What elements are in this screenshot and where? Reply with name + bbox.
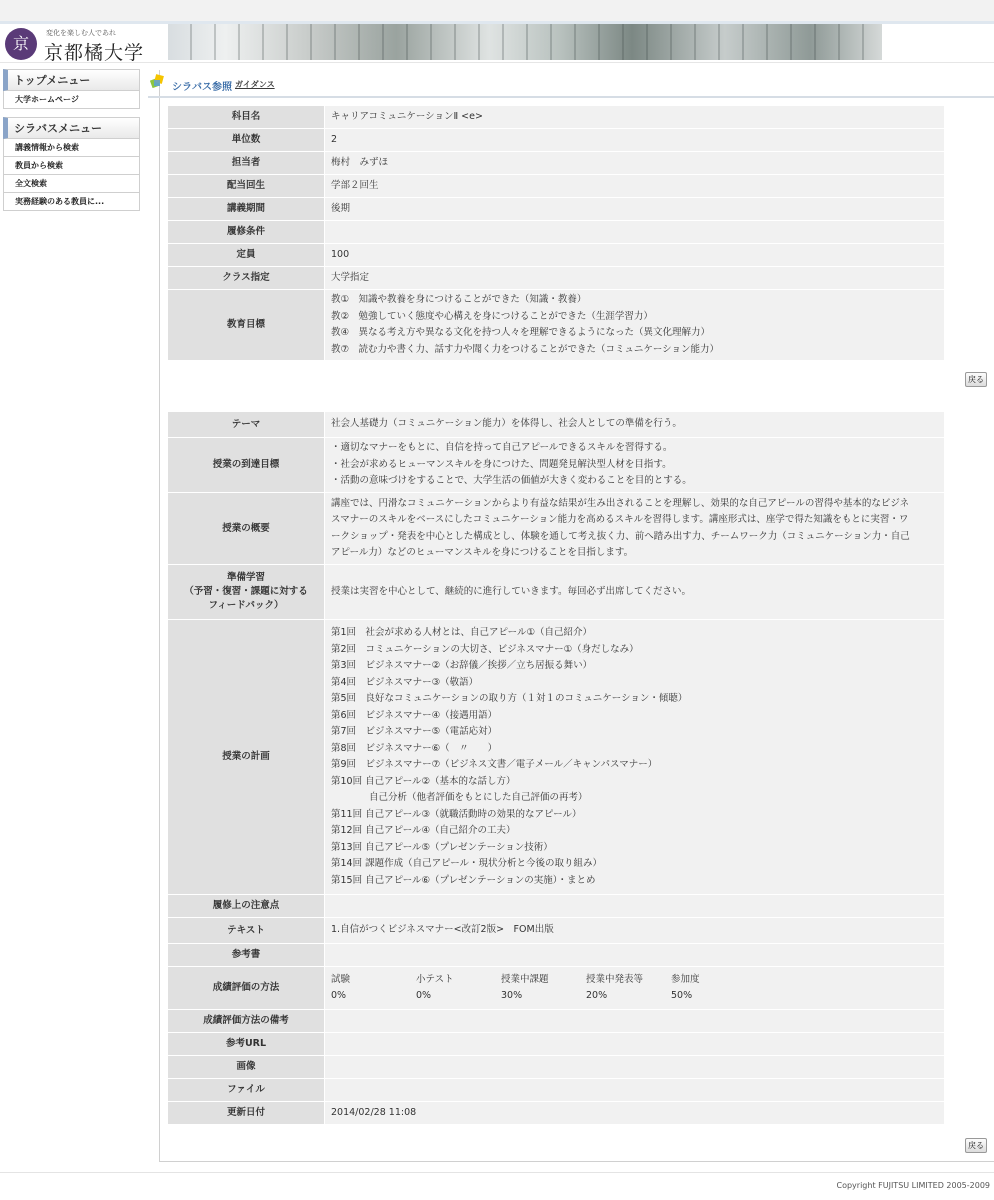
- prep-label-line: 準備学習: [226, 572, 265, 583]
- sidebar-item-practical-teachers[interactable]: 実務経験のある教員に...: [3, 193, 140, 211]
- table-row: [168, 1010, 945, 1033]
- eval-item-name: 小テスト: [416, 973, 454, 985]
- eval-item-pct: 0%: [331, 990, 347, 1001]
- overview-line: アピール力）などのヒューマンスキルを身につけることを目指します。: [331, 547, 634, 558]
- education-goal-line: 教④ 異なる考え方や異なる文化を持つ人々を理解できるようになった（異文化理解力）: [331, 327, 711, 338]
- table-row: [168, 438, 945, 493]
- table-row: [168, 918, 945, 944]
- row-label: 履修条件: [168, 221, 325, 244]
- row-label: 更新日付: [168, 1102, 325, 1125]
- course-info-table: [167, 105, 945, 361]
- table-row: [168, 944, 945, 967]
- header-campus-photo: [168, 24, 882, 60]
- table-row: [168, 967, 945, 1010]
- row-label: クラス指定: [168, 267, 325, 290]
- prep-label-line: （予習・復習・課題に対する: [184, 586, 308, 597]
- sidebar-item-university-home[interactable]: 大学ホームページ: [3, 91, 140, 109]
- row-label: 参考書: [168, 944, 325, 967]
- eval-item-name: 試験: [331, 973, 351, 985]
- row-label: 成績評価方法の備考: [168, 1010, 325, 1033]
- instructor-value: 梅村 みずほ: [325, 152, 945, 175]
- row-label: 履修上の注意点: [168, 895, 325, 918]
- term-value: 後期: [325, 198, 945, 221]
- table-row: [168, 565, 945, 620]
- plan-line: 第6回 ビジネスマナー④（接遇用語）: [331, 709, 498, 721]
- goal-line: ・活動の意味づけをすることで、大学生活の価値が大きく変わることを目的とする。: [331, 475, 692, 487]
- eval-item-name: 授業中課題: [501, 973, 549, 985]
- row-label: 画像: [168, 1056, 325, 1079]
- goal-line: ・社会が求めるヒューマンスキルを身につけた、問題発見解決型人材を目指す。: [331, 458, 672, 470]
- eval-item-name: 授業中発表等: [586, 973, 644, 985]
- education-goal-line: 教② 勉強していく態度や心構えを身につけることができた（生涯学習力）: [331, 310, 653, 322]
- row-label: 参考URL: [168, 1033, 325, 1056]
- top-menu-header: トップメニュー: [3, 69, 140, 91]
- table-row: [168, 1102, 945, 1125]
- university-name[interactable]: 京都橘大学: [44, 42, 145, 64]
- education-goal-line: 教① 知識や教養を身につけることができた（知識・教養）: [331, 294, 587, 305]
- table-row: [168, 290, 945, 361]
- sidebar-item-search-by-teacher[interactable]: 教員から検索: [3, 157, 140, 175]
- evaluation-value: [325, 967, 945, 1010]
- row-label: 講義期間: [168, 198, 325, 221]
- row-label: 授業の到達目標: [168, 438, 325, 493]
- plan-line: 第13回 自己アピール⑤（プレゼンテーション技術）: [331, 841, 553, 853]
- site-header: [0, 24, 994, 63]
- table-row: [168, 1079, 945, 1102]
- back-button[interactable]: 戻る: [965, 372, 987, 387]
- logo-tagline: 変化を楽しむ人であれ: [46, 29, 116, 37]
- table-row: [168, 129, 945, 152]
- row-label: ファイル: [168, 1079, 325, 1102]
- row-label: 授業の計画: [168, 620, 325, 895]
- table-row: [168, 267, 945, 290]
- row-label: テーマ: [168, 412, 325, 438]
- plan-value: [325, 620, 945, 895]
- plan-line: 第2回 コミュニケーションの大切さ、ビジネスマナー①（身だしなみ）: [331, 643, 639, 655]
- overview-line: 講座では、円滑なコミュニケーションからより有益な結果が生み出されることを理解し、効果的な自己アピールの習得や基本的なビジネ: [331, 497, 910, 509]
- copyright: Copyright FUJITSU LIMITED 2005-2009: [836, 1181, 990, 1190]
- table-row: [168, 152, 945, 175]
- row-label: 教育目標: [168, 290, 325, 361]
- university-logo-icon[interactable]: 京: [5, 28, 37, 60]
- table-row: [168, 175, 945, 198]
- page-title: シラバス参照: [172, 82, 232, 93]
- grade-year-value: 学部２回生: [325, 175, 945, 198]
- table-row: [168, 221, 945, 244]
- row-label: 科目名: [168, 106, 325, 129]
- sidebar-gap: [3, 109, 140, 117]
- row-label: 成績評価の方法: [168, 967, 325, 1010]
- eval-item-name: 参加度: [671, 973, 700, 985]
- plan-line: 第1回 社会が求める人材とは、自己アピール①（自己紹介）: [331, 627, 592, 638]
- plan-line: 第7回 ビジネスマナー⑤（電話応対）: [331, 726, 498, 737]
- plan-line: 第11回 自己アピール③（就職活動時の効果的なアピール）: [331, 808, 582, 820]
- row-label: テキスト: [168, 918, 325, 944]
- image-value: [325, 1056, 945, 1079]
- overview-line: ークショップ・発表を中心とした構成とし、体験を通して考え抜く力、前へ踏み出す力、チームワーク力（コミュニケーション力・自己: [331, 530, 910, 542]
- table-row: [168, 1033, 945, 1056]
- evaluation-grid: [331, 972, 938, 1005]
- row-label: 担当者: [168, 152, 325, 175]
- table-row: [168, 106, 945, 129]
- back-button-bottom[interactable]: 戻る: [965, 1138, 987, 1153]
- textbook-value: 1.自信がつくビジネスマナー<改訂2版> FOM出版: [325, 918, 945, 944]
- theme-value: 社会人基礎力（コミュニケーション能力）を体得し、社会人としての準備を行う。: [325, 412, 945, 438]
- overview-line: スマナーのスキルをベースにしたコミュニケーション能力を高めるスキルを習得します。講座形式は、座学で得た知識をもとに実習・ワ: [331, 514, 909, 525]
- footer-divider: [0, 1172, 994, 1173]
- row-label: 単位数: [168, 129, 325, 152]
- table-row: [168, 244, 945, 267]
- plan-line: 第9回 ビジネスマナー⑦（ビジネス文書／電子メール／キャンパスマナー）: [331, 759, 658, 770]
- guidance-link[interactable]: ガイダンス: [235, 80, 275, 89]
- syllabus-icon: [150, 74, 164, 88]
- prep-value: 授業は実習を中心として、継続的に進行していきます。毎回必ず出席してください。: [325, 565, 945, 620]
- eval-item-pct: 50%: [671, 990, 693, 1001]
- plan-line: 第8回 ビジネスマナー⑥（ 〃 ）: [331, 742, 498, 754]
- eval-item-pct: 30%: [501, 990, 523, 1001]
- references-value: [325, 944, 945, 967]
- row-label: 配当回生: [168, 175, 325, 198]
- eval-item-pct: 0%: [416, 990, 432, 1001]
- updated-value: 2014/02/28 11:08: [325, 1102, 945, 1125]
- table-row: [168, 895, 945, 918]
- file-value: [325, 1079, 945, 1102]
- plan-line: 第10回 自己アピール②（基本的な話し方）: [331, 775, 516, 787]
- row-label: 授業の概要: [168, 493, 325, 565]
- education-goals-value: [325, 290, 945, 361]
- prerequisite-value: [325, 221, 945, 244]
- plan-line: 第12回 自己アピール④（自己紹介の工夫）: [331, 825, 516, 836]
- goals-value: [325, 438, 945, 493]
- course-details-table: [167, 411, 945, 1125]
- row-label: [168, 565, 325, 620]
- sidebar-item-search-by-course[interactable]: 講義情報から検索: [3, 139, 140, 157]
- course-name-value: キャリアコミュニケーションⅡ <e>: [325, 106, 945, 129]
- table-row: [168, 493, 945, 565]
- eval-item-pct: 20%: [586, 990, 608, 1001]
- plan-line: 第15回 自己アピール⑥（プレゼンテーションの実施）・まとめ: [331, 874, 596, 886]
- plan-line: 自己分析（他者評価をもとにした自己評価の再考）: [331, 792, 588, 803]
- table-row: [168, 620, 945, 895]
- page-title-bar: [148, 72, 994, 98]
- plan-line: 第5回 良好なコミュニケーションの取り方（１対１のコミュニケーション・傾聴）: [331, 693, 688, 704]
- sidebar: [3, 69, 140, 211]
- row-label: 定員: [168, 244, 325, 267]
- plan-line: 第4回 ビジネスマナー③（敬語）: [331, 676, 479, 688]
- ref-url-value: [325, 1033, 945, 1056]
- prep-label-line: フィードバック）: [208, 600, 284, 611]
- table-row: [168, 412, 945, 438]
- eval-notes-value: [325, 1010, 945, 1033]
- syllabus-menu-header: シラバスメニュー: [3, 117, 140, 139]
- top-band: [0, 0, 994, 24]
- class-designation-value: 大学指定: [325, 267, 945, 290]
- table-row: [168, 198, 945, 221]
- overview-value: [325, 493, 945, 565]
- plan-line: 第3回 ビジネスマナー②（お辞儀／挨拶／立ち居振る舞い）: [331, 660, 593, 671]
- goal-line: ・適切なマナーをもとに、自信を持って自己アピールできるスキルを習得する。: [331, 442, 673, 454]
- plan-line: 第14回 課題作成（自己アピール・現状分析と今後の取り組み）: [331, 858, 603, 869]
- credits-value: 2: [325, 129, 945, 152]
- table-row: [168, 1056, 945, 1079]
- photo-window-pattern: [168, 24, 882, 60]
- capacity-value: 100: [325, 244, 945, 267]
- sidebar-item-fulltext-search[interactable]: 全文検索: [3, 175, 140, 193]
- notes-value: [325, 895, 945, 918]
- education-goal-line: 教⑦ 読む力や書く力、話す力や聞く力をつけることができた（コミュニケーション能力）: [331, 343, 719, 355]
